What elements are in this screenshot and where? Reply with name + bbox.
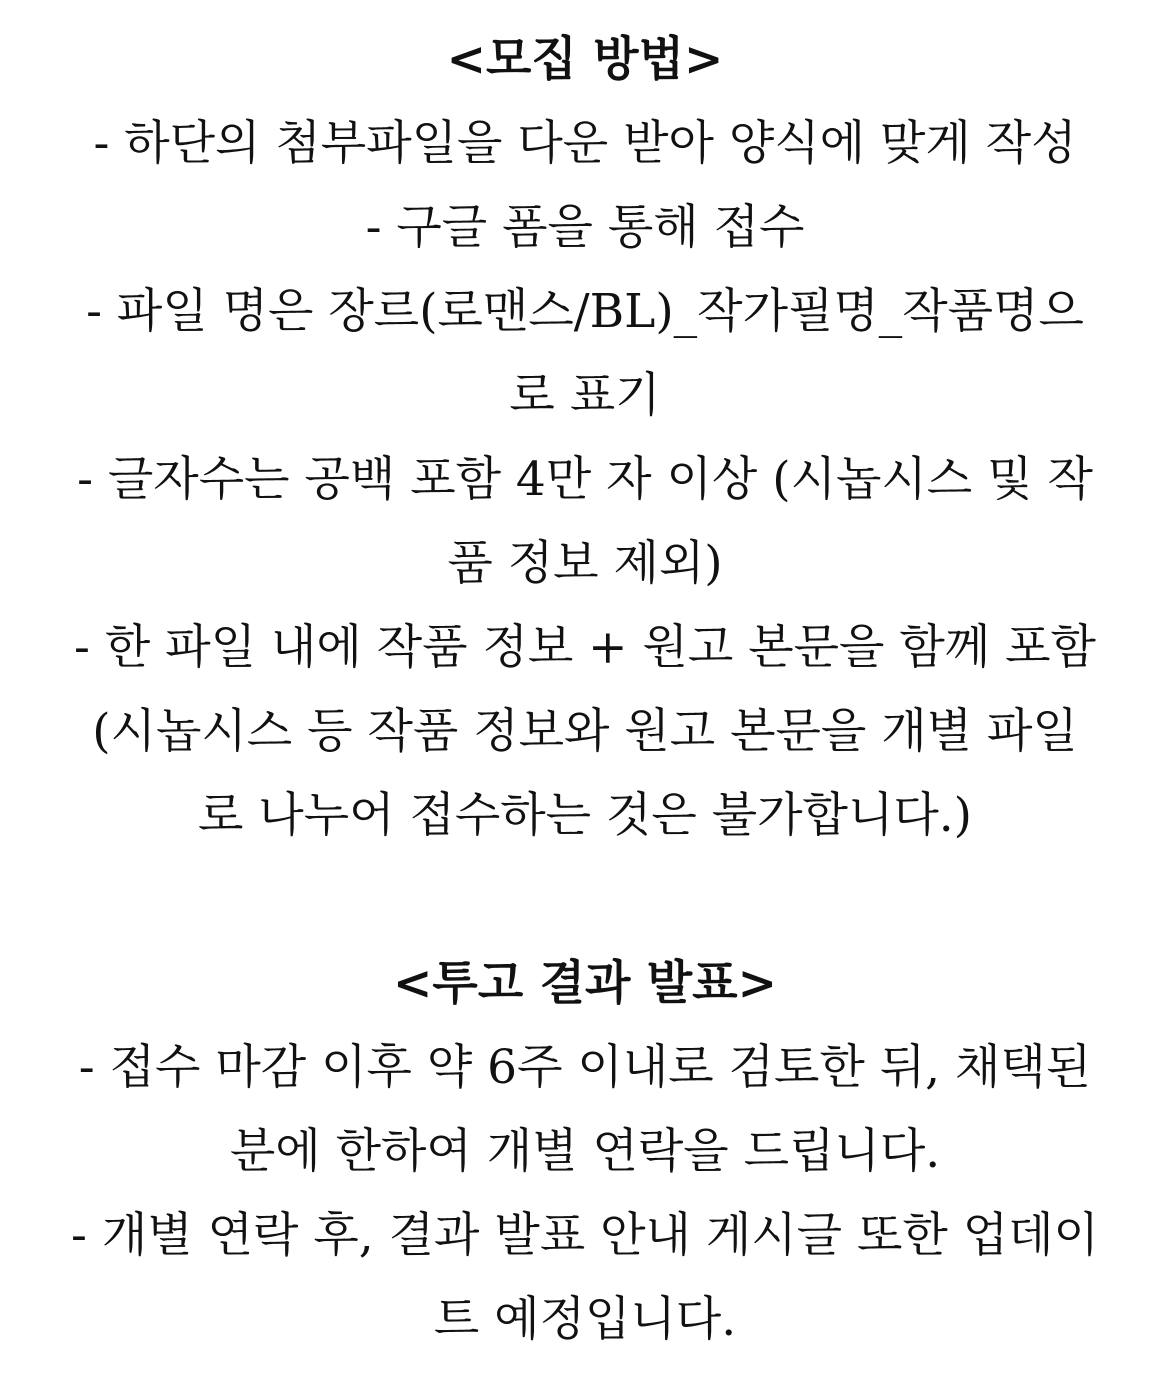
results-heading: <투고 결과 발표> <box>393 956 777 1011</box>
recruitment-heading: <모집 방법> <box>446 32 724 87</box>
recruitment-line: 품 정보 제외) <box>447 536 723 591</box>
results-line: - 개별 연락 후, 결과 발표 안내 게시글 또한 업데이 <box>71 1208 1099 1263</box>
recruitment-line: (시놉시스 등 작품 정보와 원고 본문을 개별 파일 <box>92 704 1078 759</box>
recruitment-line: 로 나누어 접수하는 것은 불가합니다.) <box>197 788 973 843</box>
results-line: - 접수 마감 이후 약 6주 이내로 검토한 뒤, 채택된 <box>78 1040 1092 1095</box>
recruitment-line: - 구글 폼을 통해 접수 <box>365 200 805 255</box>
recruitment-line: 로 표기 <box>509 368 661 423</box>
results-line: 트 예정입니다. <box>433 1292 737 1347</box>
recruitment-line: - 파일 명은 장르(로맨스/BL)_작가필명_작품명으 <box>86 284 1084 339</box>
recruitment-line: - 하단의 첨부파일을 다운 받아 양식에 맞게 작성 <box>93 116 1077 171</box>
recruitment-line: - 글자수는 공백 포함 4만 자 이상 (시놉시스 및 작 <box>77 452 1093 507</box>
recruitment-line: - 한 파일 내에 작품 정보 + 원고 본문을 함께 포함 <box>74 620 1096 675</box>
results-line: 분에 한하여 개별 연락을 드립니다. <box>229 1124 941 1179</box>
